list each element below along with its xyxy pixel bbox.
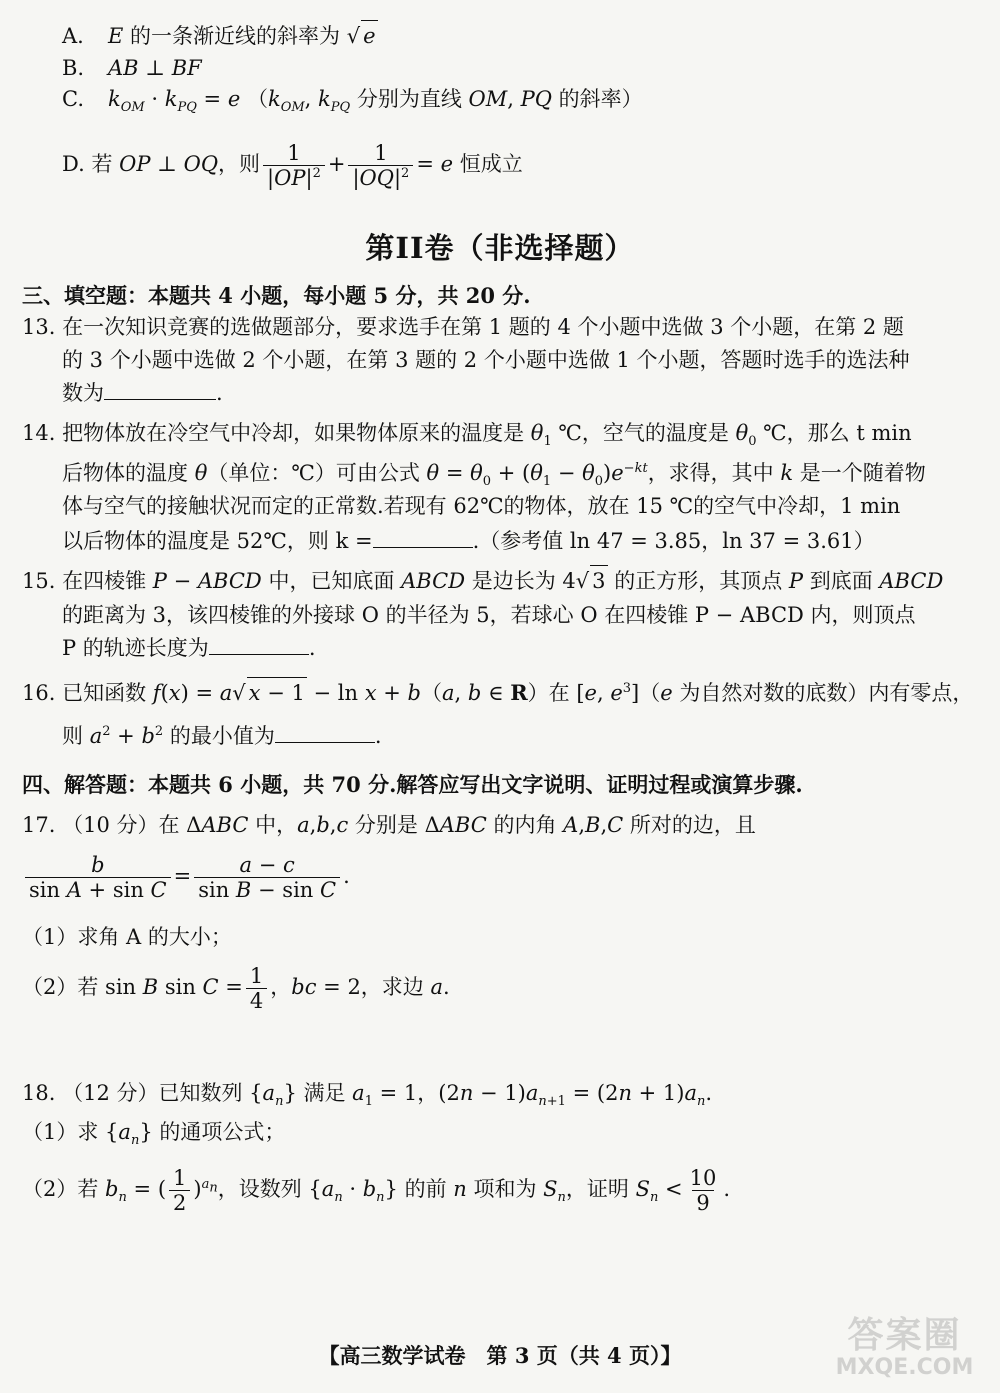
q14-text-1: 把物体放在冷空气中冷却，如果物体原来的温度是 $\theta_1$ ℃，空气的温度是 $\theta_0$ ℃，那么 t min [62, 421, 912, 450]
q17-text-1: （10 分）在 ΔABC 中，a,b,c 分别是 ΔABC 的内角 A,B,C 所对的边，且 [62, 813, 756, 837]
answer-blank[interactable] [373, 527, 473, 548]
q15-text-3: P 的轨迹长度为 [62, 636, 209, 660]
q14-text-4a: 以后物体的温度是 52℃，则 k = [62, 529, 373, 553]
answer-blank[interactable] [104, 379, 216, 400]
q17-part2: （2）若 sin B sin C = $\frac{1}{4}$ ，bc = 2，求边 a. [22, 963, 450, 1013]
question-number: 15. [22, 569, 56, 593]
watermark-logo [817, 1307, 992, 1387]
q13-text-1: 在一次知识竞赛的选做题部分，要求选手在第 1 题的 4 个小题中选做 3 个小题，在第 2 题 [62, 315, 904, 339]
option-c [62, 84, 643, 123]
option-b [62, 53, 202, 83]
question-number: 18. [22, 1081, 56, 1105]
q15-line3: P 的轨迹长度为 . [62, 636, 316, 660]
watermark-title: 答案圈 [847, 1315, 962, 1356]
q14-text-4b: .（参考值 ln 47 = 3.85，ln 37 = 3.61） [472, 529, 875, 553]
q16-line2: 则 $a^2 + b^2$ 的最小值为 . [62, 724, 382, 748]
option-letter: A. [62, 24, 84, 48]
q15-text-2: 的距离为 3，该四棱锥的外接球 O 的半径为 5，若球心 O 在四棱锥 P − ABCD 内，则顶点 [62, 603, 916, 627]
option-c-text: $k_{OM} \cdot k_{PQ} = e$ （$k_{OM}$, $k_{PQ}$ 分别为直线 OM, PQ 的斜率） [108, 87, 643, 116]
q14-line4 [62, 526, 875, 556]
question-number: 13. [22, 315, 56, 339]
answer-blank[interactable] [275, 722, 375, 743]
option-d-text: 若 OP ⊥ OQ，则 $\frac{1}{|OP|^2}$ + $\frac{1}{|OQ|^2}$ = e 恒成立 [91, 140, 523, 190]
q15-line1 [22, 565, 943, 596]
part3-heading: 三、填空题：本题共 4 小题，每小题 5 分，共 20 分. [22, 283, 531, 308]
q17-equation: $\frac{b}{\text{sin A + sin C}}$ = $\frac{a - c}{\text{sin B − sin C}}$ . [22, 845, 350, 907]
option-letter: B. [62, 56, 85, 80]
section-title: 第II卷（非选择题） [365, 231, 635, 265]
page-footer: 【高三数学试卷 第 3 页（共 4 页）】 [318, 1343, 682, 1368]
q14-text-2: 后物体的温度 θ（单位：℃）可由公式 $\theta = \theta_0 + (\theta_1 - \theta_0)e^{-kt}$，求得，其中 k 是一个随着物 [62, 461, 926, 490]
watermark-url: MXQE.COM [835, 1355, 974, 1380]
q13-line3: 数为 . [62, 381, 223, 405]
q14-line1 [22, 418, 912, 457]
q17-line1 [22, 810, 756, 840]
q15-text-1: 在四棱锥 P − ABCD 中，已知底面 ABCD 是边长为 4√ 3 的正方形，其顶点 P 到底面 ABCD [62, 569, 943, 593]
option-a-text: E 的一条渐近线的斜率为 √ e [108, 24, 378, 48]
q18-text-1: （12 分）已知数列 $\{a_n\}$ 满足 $a_1 = 1$，$(2n - 1)a_{n+1} = (2n + 1)a_n$. [62, 1081, 713, 1110]
q18-part2: （2）若 $b_n$ = ( $\frac{1}{2}$ )$^{a_n}$，设数列 $\{a_n \cdot b_n\}$ 的前 n 项和为 $S_n$，证明 $S_n$ < $\frac{10}{9}$ . [22, 1165, 731, 1215]
question-number: 14. [22, 421, 56, 445]
q14-text-3: 体与空气的接触状况而定的正常数.若现有 62℃的物体，放在 15 ℃的空气中冷却，1 min [62, 494, 901, 518]
option-letter: D. [62, 152, 85, 176]
q13-line1 [22, 312, 904, 342]
q13-text-3: 数为 [62, 381, 104, 405]
q13-text-2: 的 3 个小题中选做 2 个小题，在第 3 题的 2 个小题中选做 1 个小题，答题时选手的选法种 [62, 348, 910, 372]
option-d [62, 136, 523, 192]
answer-blank[interactable] [209, 634, 309, 655]
q18-line1 [22, 1078, 712, 1117]
option-letter: C. [62, 87, 84, 111]
option-b-text: AB ⊥ BF [108, 56, 202, 80]
q16-line1 [22, 674, 973, 708]
option-a [62, 20, 378, 51]
question-number: 16. [22, 681, 56, 705]
q18-part1: （1）求 $\{a_n\}$ 的通项公式； [22, 1120, 286, 1149]
q16-text-2: 则 $a^2 + b^2$ 的最小值为 [62, 724, 275, 748]
q16-text-1: 已知函数 f(x) = a√ x − 1 − ln x + b（a, b ∈ R）在 [e, $e^3](e$ 为自然对数的底数）内有零点， [62, 681, 973, 705]
q17-part1: （1）求角 A 的大小； [22, 925, 232, 949]
question-number: 17. [22, 813, 56, 837]
part4-heading: 四、解答题：本题共 6 小题，共 70 分.解答应写出文字说明、证明过程或演算步骤. [22, 772, 803, 797]
